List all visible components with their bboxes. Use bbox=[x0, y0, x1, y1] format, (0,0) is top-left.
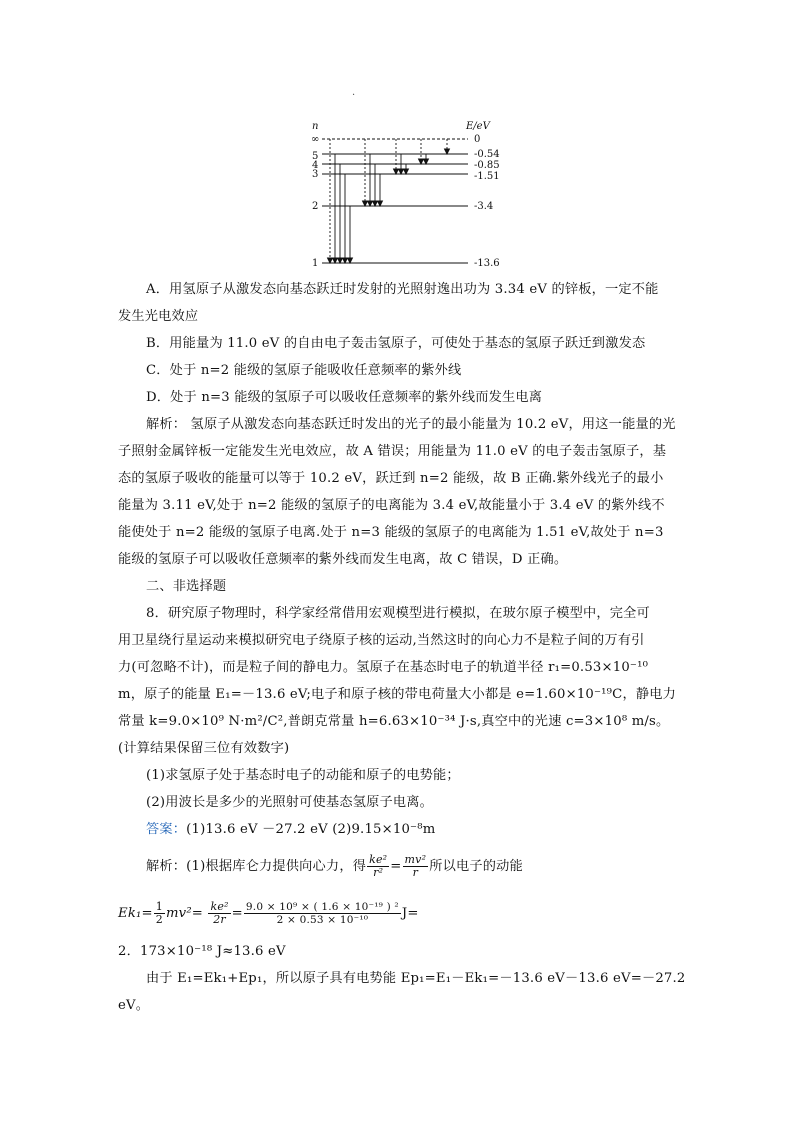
solution-intro: 解析：(1)根据库仑力提供向心力，得 bbox=[146, 859, 367, 874]
subquestion-2: (2)用波长是多少的光照射可使基态氢原子电离。 bbox=[146, 795, 434, 810]
level-n-5: 5 bbox=[312, 151, 319, 162]
energy-4: -0.85 bbox=[474, 160, 500, 171]
answer-label: 答案： bbox=[146, 822, 187, 837]
q8-line4: m，原子的能量 E₁=－13.6 eV;电子和原子核的带电荷量大小都是 e=1.60×10⁻¹⁹C，静电力 bbox=[118, 687, 676, 702]
answer-text: (1)13.6 eV －27.2 eV (2)9.15×10⁻⁸m bbox=[186, 822, 436, 837]
q8-line5: 常量 k=9.0×10⁹ N·m²/C²,普朗克常量 h=6.63×10⁻³⁴ J·s,真空中的光速 c=3×10⁸ m/s。 bbox=[118, 714, 670, 729]
level-n-3: 3 bbox=[312, 169, 319, 180]
mv2-term: mv²= bbox=[165, 906, 204, 921]
solution-line5: eV。 bbox=[118, 998, 150, 1013]
fraction-ke2-r2 bbox=[367, 854, 389, 879]
q8-line3: 力(可忽略不计)，而是粒子间的静电力。氢原子在基态时电子的轨道半径 r₁=0.53×10⁻¹⁰ bbox=[118, 660, 649, 675]
n-axis-label: n bbox=[312, 121, 319, 132]
level-n-inf: ∞ bbox=[311, 134, 320, 145]
option-a-line1: A．用氢原子从激发态向基态跃迁时发射的光照射逸出功为 3.34 eV 的锌板，一定不能 bbox=[146, 282, 659, 297]
solution-line1 bbox=[146, 854, 706, 879]
fraction-den: 2 bbox=[155, 913, 163, 926]
answer-line bbox=[146, 821, 706, 839]
energy-axis-label: E/eV bbox=[466, 121, 490, 132]
ek-label: Ek₁= bbox=[118, 906, 153, 921]
subquestion-1: (1)求氢原子处于基态时电子的动能和原子的电势能； bbox=[146, 768, 460, 783]
unit-joule: J= bbox=[401, 906, 419, 921]
q8-line2: 用卫星绕行星运动来模拟研究电子绕原子核的运动,当然这时的向心力不是粒子间的万有引 bbox=[118, 633, 645, 648]
option-c: C．处于 n=2 能级的氢原子能吸收任意频率的紫外线 bbox=[146, 363, 462, 378]
solution-line3: 2．173×10⁻¹⁸ J≈13.6 eV bbox=[118, 944, 286, 959]
analysis7-line3: 态的氢原子吸收的能量可以等于 10.2 eV，跃迁到 n=2 能级，故 B 正确.紫外线光子的最小 bbox=[118, 471, 664, 486]
fraction-numeric bbox=[244, 901, 401, 926]
equals-sign: = bbox=[231, 906, 243, 921]
fraction-num: 1 bbox=[155, 900, 163, 913]
level-n-2: 2 bbox=[312, 201, 319, 212]
level-n-1: 1 bbox=[312, 258, 319, 269]
fraction-den: r bbox=[412, 866, 419, 879]
fraction-den: 2r bbox=[213, 913, 226, 926]
analysis7-line6: 能级的氢原子可以吸收任意频率的紫外线而发生电离，故 C 错误，D 正确。 bbox=[118, 552, 568, 567]
fraction-mv2-r bbox=[403, 854, 429, 879]
energy-level-diagram bbox=[300, 118, 515, 270]
fraction-den: 2 × 0.53 × 10⁻¹⁰ bbox=[276, 914, 369, 926]
stray-dot: · bbox=[352, 90, 356, 101]
analysis7-line4: 能量为 3.11 eV,处于 n=2 能级的氢原子的电离能为 3.4 eV,故能量小于 3.4 eV 的紫外线不 bbox=[118, 498, 665, 513]
level-n-4: 4 bbox=[312, 160, 319, 171]
section-heading: 二、非选择题 bbox=[146, 579, 227, 594]
fraction-one-half bbox=[154, 901, 165, 926]
energy-5: -0.54 bbox=[474, 149, 500, 160]
analysis7-line2: 子照射金属锌板一定能发生光电效应，故 A 错误；用能量为 11.0 eV 的电子轰击氢原子，基 bbox=[118, 444, 667, 459]
equals-sign: = bbox=[390, 859, 402, 874]
analysis7-line1: 解析： 氢原子从激发态向基态跃迁时发出的光子的最小能量为 10.2 eV，用这一能量的光 bbox=[146, 417, 676, 432]
option-a-line2: 发生光电效应 bbox=[118, 309, 199, 324]
fraction-ke2-2r bbox=[208, 901, 230, 926]
q8-line1: 8．研究原子物理时，科学家经常借用宏观模型进行模拟，在玻尔原子模型中，完全可 bbox=[146, 606, 650, 621]
solution-intro-tail: 所以电子的动能 bbox=[429, 859, 523, 874]
analysis7-line5: 能使处于 n=2 能级的氢原子电离.处于 n=3 能级的氢原子的电离能为 1.51 eV,故处于 n=3 bbox=[118, 525, 664, 540]
q8-line6: (计算结果保留三位有效数字) bbox=[118, 741, 290, 756]
solution-line4: 由于 E₁=Ek₁+Ep₁，所以原子具有电势能 Ep₁=E₁－Ek₁=－13.6 eV－13.6 eV=－27.2 bbox=[146, 971, 686, 986]
energy-2: -3.4 bbox=[474, 201, 494, 212]
energy-1: -13.6 bbox=[474, 258, 500, 269]
fraction-num: ke² bbox=[210, 900, 229, 913]
fraction-num: 9.0 × 10⁹ × ( 1.6 × 10⁻¹⁹ ) ² bbox=[245, 901, 399, 913]
solution-line2 bbox=[118, 900, 678, 928]
energy-inf: 0 bbox=[474, 134, 481, 145]
fraction-num: ke² bbox=[369, 853, 388, 866]
fraction-den: r² bbox=[373, 866, 384, 879]
transition-arrows bbox=[328, 139, 450, 263]
option-d: D．处于 n=3 能级的氢原子可以吸收任意频率的紫外线而发生电离 bbox=[146, 390, 543, 405]
fraction-num: mv² bbox=[404, 853, 427, 866]
energy-3: -1.51 bbox=[474, 171, 500, 182]
option-b: B．用能量为 11.0 eV 的自由电子轰击氢原子，可使处于基态的氢原子跃迁到激发态 bbox=[146, 336, 646, 351]
